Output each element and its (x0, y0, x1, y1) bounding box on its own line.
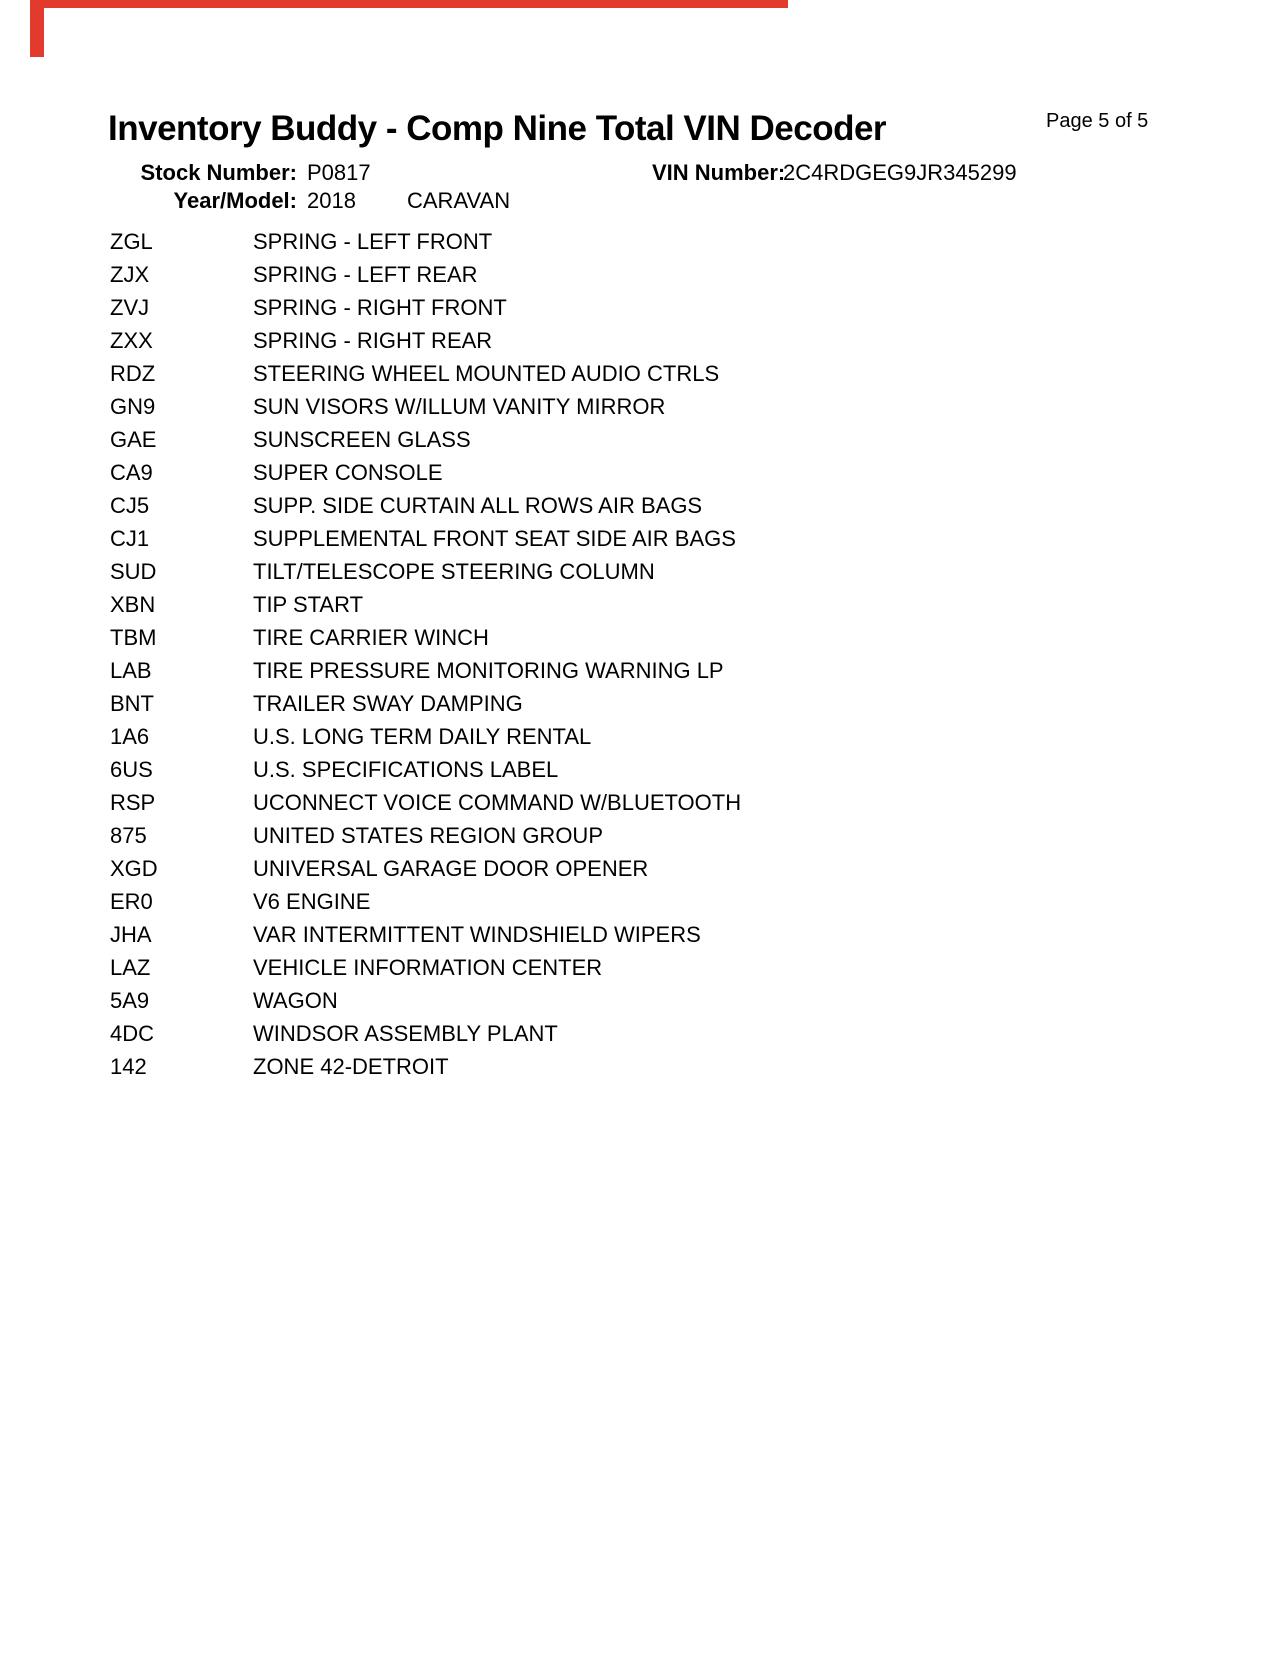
option-description: WAGON (253, 988, 338, 1013)
code-row (0, 258, 1280, 291)
code-row (0, 1017, 1280, 1050)
option-description: VEHICLE INFORMATION CENTER (253, 955, 603, 980)
option-description: UNIVERSAL GARAGE DOOR OPENER (253, 856, 649, 881)
option-code: 5A9 (110, 988, 150, 1013)
option-description: U.S. SPECIFICATIONS LABEL (253, 757, 559, 782)
year-model-label: Year/Model: (173, 188, 297, 213)
code-row (0, 720, 1280, 753)
code-row (0, 984, 1280, 1017)
option-code: 875 (110, 823, 147, 848)
code-row (0, 225, 1280, 258)
option-description: SUPPLEMENTAL FRONT SEAT SIDE AIR BAGS (253, 526, 736, 551)
code-row (0, 786, 1280, 819)
scan-artifact-left-mark (30, 0, 44, 57)
option-description: SPRING - RIGHT FRONT (253, 295, 507, 320)
stock-number-value: P0817 (307, 160, 371, 185)
option-description: VAR INTERMITTENT WINDSHIELD WIPERS (253, 922, 701, 947)
option-description: SPRING - LEFT REAR (253, 262, 478, 287)
option-code: 4DC (110, 1021, 155, 1046)
option-code: TBM (110, 625, 157, 650)
option-description: TRAILER SWAY DAMPING (253, 691, 523, 716)
option-code: CA9 (110, 460, 153, 485)
code-row (0, 390, 1280, 423)
vin-number-value: 2C4RDGEG9JR345299 (783, 160, 1017, 185)
option-description: V6 ENGINE (253, 889, 371, 914)
option-code: XGD (110, 856, 158, 881)
option-code: CJ5 (110, 493, 150, 518)
code-row (0, 687, 1280, 720)
option-code: ZXX (110, 328, 153, 353)
page-indicator: Page 5 of 5 (1046, 110, 1149, 132)
option-code: RDZ (110, 361, 156, 386)
option-code: GN9 (110, 394, 156, 419)
vin-number-label: VIN Number: (652, 160, 786, 185)
option-code: RSP (110, 790, 156, 815)
code-row (0, 456, 1280, 489)
option-code: SUD (110, 559, 157, 584)
option-description: SUN VISORS W/ILLUM VANITY MIRROR (253, 394, 666, 419)
code-row (0, 357, 1280, 390)
option-description: SUPER CONSOLE (253, 460, 443, 485)
year-value: 2018 (307, 188, 356, 213)
code-row (0, 621, 1280, 654)
code-row (0, 753, 1280, 786)
option-code: JHA (110, 922, 152, 947)
option-description: SUNSCREEN GLASS (253, 427, 471, 452)
code-row (0, 423, 1280, 456)
option-description: SPRING - RIGHT REAR (253, 328, 493, 353)
option-code: CJ1 (110, 526, 150, 551)
option-description: UCONNECT VOICE COMMAND W/BLUETOOTH (253, 790, 742, 815)
option-description: U.S. LONG TERM DAILY RENTAL (253, 724, 592, 749)
code-row (0, 1050, 1280, 1083)
option-code-list (0, 225, 1280, 1083)
code-row (0, 918, 1280, 951)
option-description: TIRE CARRIER WINCH (253, 625, 489, 650)
option-description: TIP START (253, 592, 364, 617)
model-value: CARAVAN (407, 188, 511, 213)
option-code: 142 (110, 1054, 147, 1079)
code-row (0, 555, 1280, 588)
code-row (0, 654, 1280, 687)
option-code: ZGL (110, 229, 153, 254)
report-title: Inventory Buddy - Comp Nine Total VIN Decoder (108, 109, 887, 148)
option-description: WINDSOR ASSEMBLY PLANT (253, 1021, 558, 1046)
option-description: SUPP. SIDE CURTAIN ALL ROWS AIR BAGS (253, 493, 703, 518)
code-row (0, 885, 1280, 918)
stock-number-label: Stock Number: (140, 160, 297, 185)
option-code: BNT (110, 691, 154, 716)
code-row (0, 291, 1280, 324)
code-row (0, 489, 1280, 522)
code-row (0, 951, 1280, 984)
option-code: GAE (110, 427, 157, 452)
code-row (0, 588, 1280, 621)
scan-artifact-top-mark (30, 0, 788, 8)
code-row (0, 324, 1280, 357)
option-code: ZJX (110, 262, 150, 287)
option-code: ZVJ (110, 295, 150, 320)
option-code: 6US (110, 757, 153, 782)
option-description: TIRE PRESSURE MONITORING WARNING LP (253, 658, 724, 683)
code-row (0, 852, 1280, 885)
option-description: TILT/TELESCOPE STEERING COLUMN (253, 559, 655, 584)
code-row (0, 819, 1280, 852)
option-code: 1A6 (110, 724, 150, 749)
option-code: LAZ (110, 955, 151, 980)
option-code: ER0 (110, 889, 153, 914)
option-code: LAB (110, 658, 152, 683)
option-description: STEERING WHEEL MOUNTED AUDIO CTRLS (253, 361, 720, 386)
option-description: UNITED STATES REGION GROUP (253, 823, 603, 848)
code-row (0, 522, 1280, 555)
option-description: ZONE 42-DETROIT (253, 1054, 449, 1079)
option-code: XBN (110, 592, 156, 617)
option-description: SPRING - LEFT FRONT (253, 229, 493, 254)
